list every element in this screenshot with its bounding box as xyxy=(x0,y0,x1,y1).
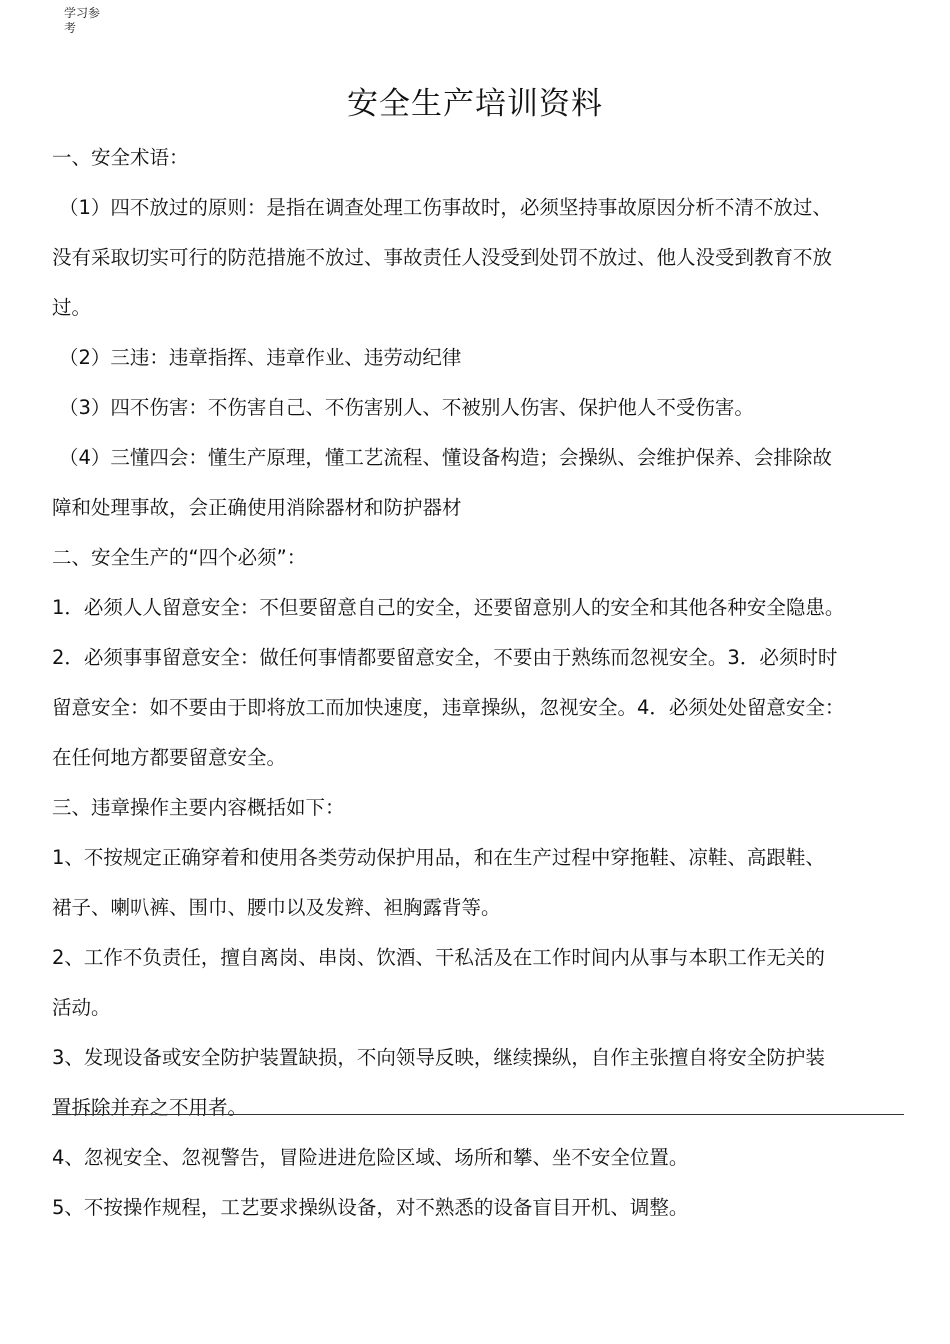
paragraph-line: 3、发现设备或安全防护装置缺损，不向领导反映，继续操纵，自作主张擅自将安全防护装 xyxy=(52,1046,825,1069)
corner-note-line2: 考 xyxy=(64,21,77,35)
paragraph-line: （1）四不放过的原则：是指在调查处理工伤事故时，必须坚持事故原因分析不清不放过、 xyxy=(59,196,832,219)
paragraph-line: 障和处理事故，会正确使用消除器材和防护器材 xyxy=(52,496,462,519)
corner-note xyxy=(64,6,116,36)
paragraph-line: 没有采取切实可行的防范措施不放过、事故责任人没受到处罚不放过、他人没受到教育不放 xyxy=(52,246,833,269)
corner-note-line1: 学习参 xyxy=(64,6,101,20)
paragraph-line: 裙子、喇叭裤、围巾、腰巾以及发辫、袒胸露背等。 xyxy=(52,896,501,919)
paragraph-line: 1、不按规定正确穿着和使用各类劳动保护用品，和在生产过程中穿拖鞋、凉鞋、高跟鞋、 xyxy=(52,846,825,869)
paragraph-line: 1．必须人人留意安全：不但要留意自己的安全，还要留意别人的安全和其他各种安全隐患。 xyxy=(52,596,845,619)
document-body xyxy=(52,133,904,1233)
horizontal-divider xyxy=(52,1114,904,1115)
paragraph-line: 4、忽视安全、忽视警告，冒险进进危险区域、场所和攀、坐不安全位置。 xyxy=(52,1146,689,1169)
paragraph-line: 过。 xyxy=(52,296,92,319)
paragraph-line: 活动。 xyxy=(52,996,111,1019)
paragraph-line: 5、不按操作规程，工艺要求操纵设备，对不熟悉的设备盲目开机、调整。 xyxy=(52,1196,689,1219)
paragraph-line: （4）三懂四会：懂生产原理，懂工艺流程、懂设备构造；会操纵、会维护保养、会排除故 xyxy=(59,446,832,469)
paragraph-line: 留意安全：如不要由于即将放工而加快速度，违章操纵，忽视安全。4．必须处处留意安全： xyxy=(52,696,845,719)
paragraph-line: 置拆除并弃之不用者。 xyxy=(52,1096,248,1119)
document-title: 安全生产培训资料 xyxy=(347,86,603,122)
section-heading-terms: 一、安全术语： xyxy=(52,146,189,169)
paragraph-line: 2．必须事事留意安全：做任何事情都要留意安全，不要由于熟练而忽视安全。3．必须时时 xyxy=(52,646,838,669)
paragraph-line: 2、工作不负责任，擅自离岗、串岗、饮酒、干私活及在工作时间内从事与本职工作无关的 xyxy=(52,946,825,969)
paragraph-line: （2）三违：违章指挥、违章作业、违劳动纪律 xyxy=(59,346,462,369)
section-heading-four-musts: 二、安全生产的“四个必须”： xyxy=(52,546,307,569)
paragraph-line: （3）四不伤害：不伤害自己、不伤害别人、不被别人伤害、保护他人不受伤害。 xyxy=(59,396,754,419)
paragraph-line: 在任何地方都要留意安全。 xyxy=(52,746,287,769)
section-heading-violations: 三、违章操作主要内容概括如下： xyxy=(52,796,345,819)
